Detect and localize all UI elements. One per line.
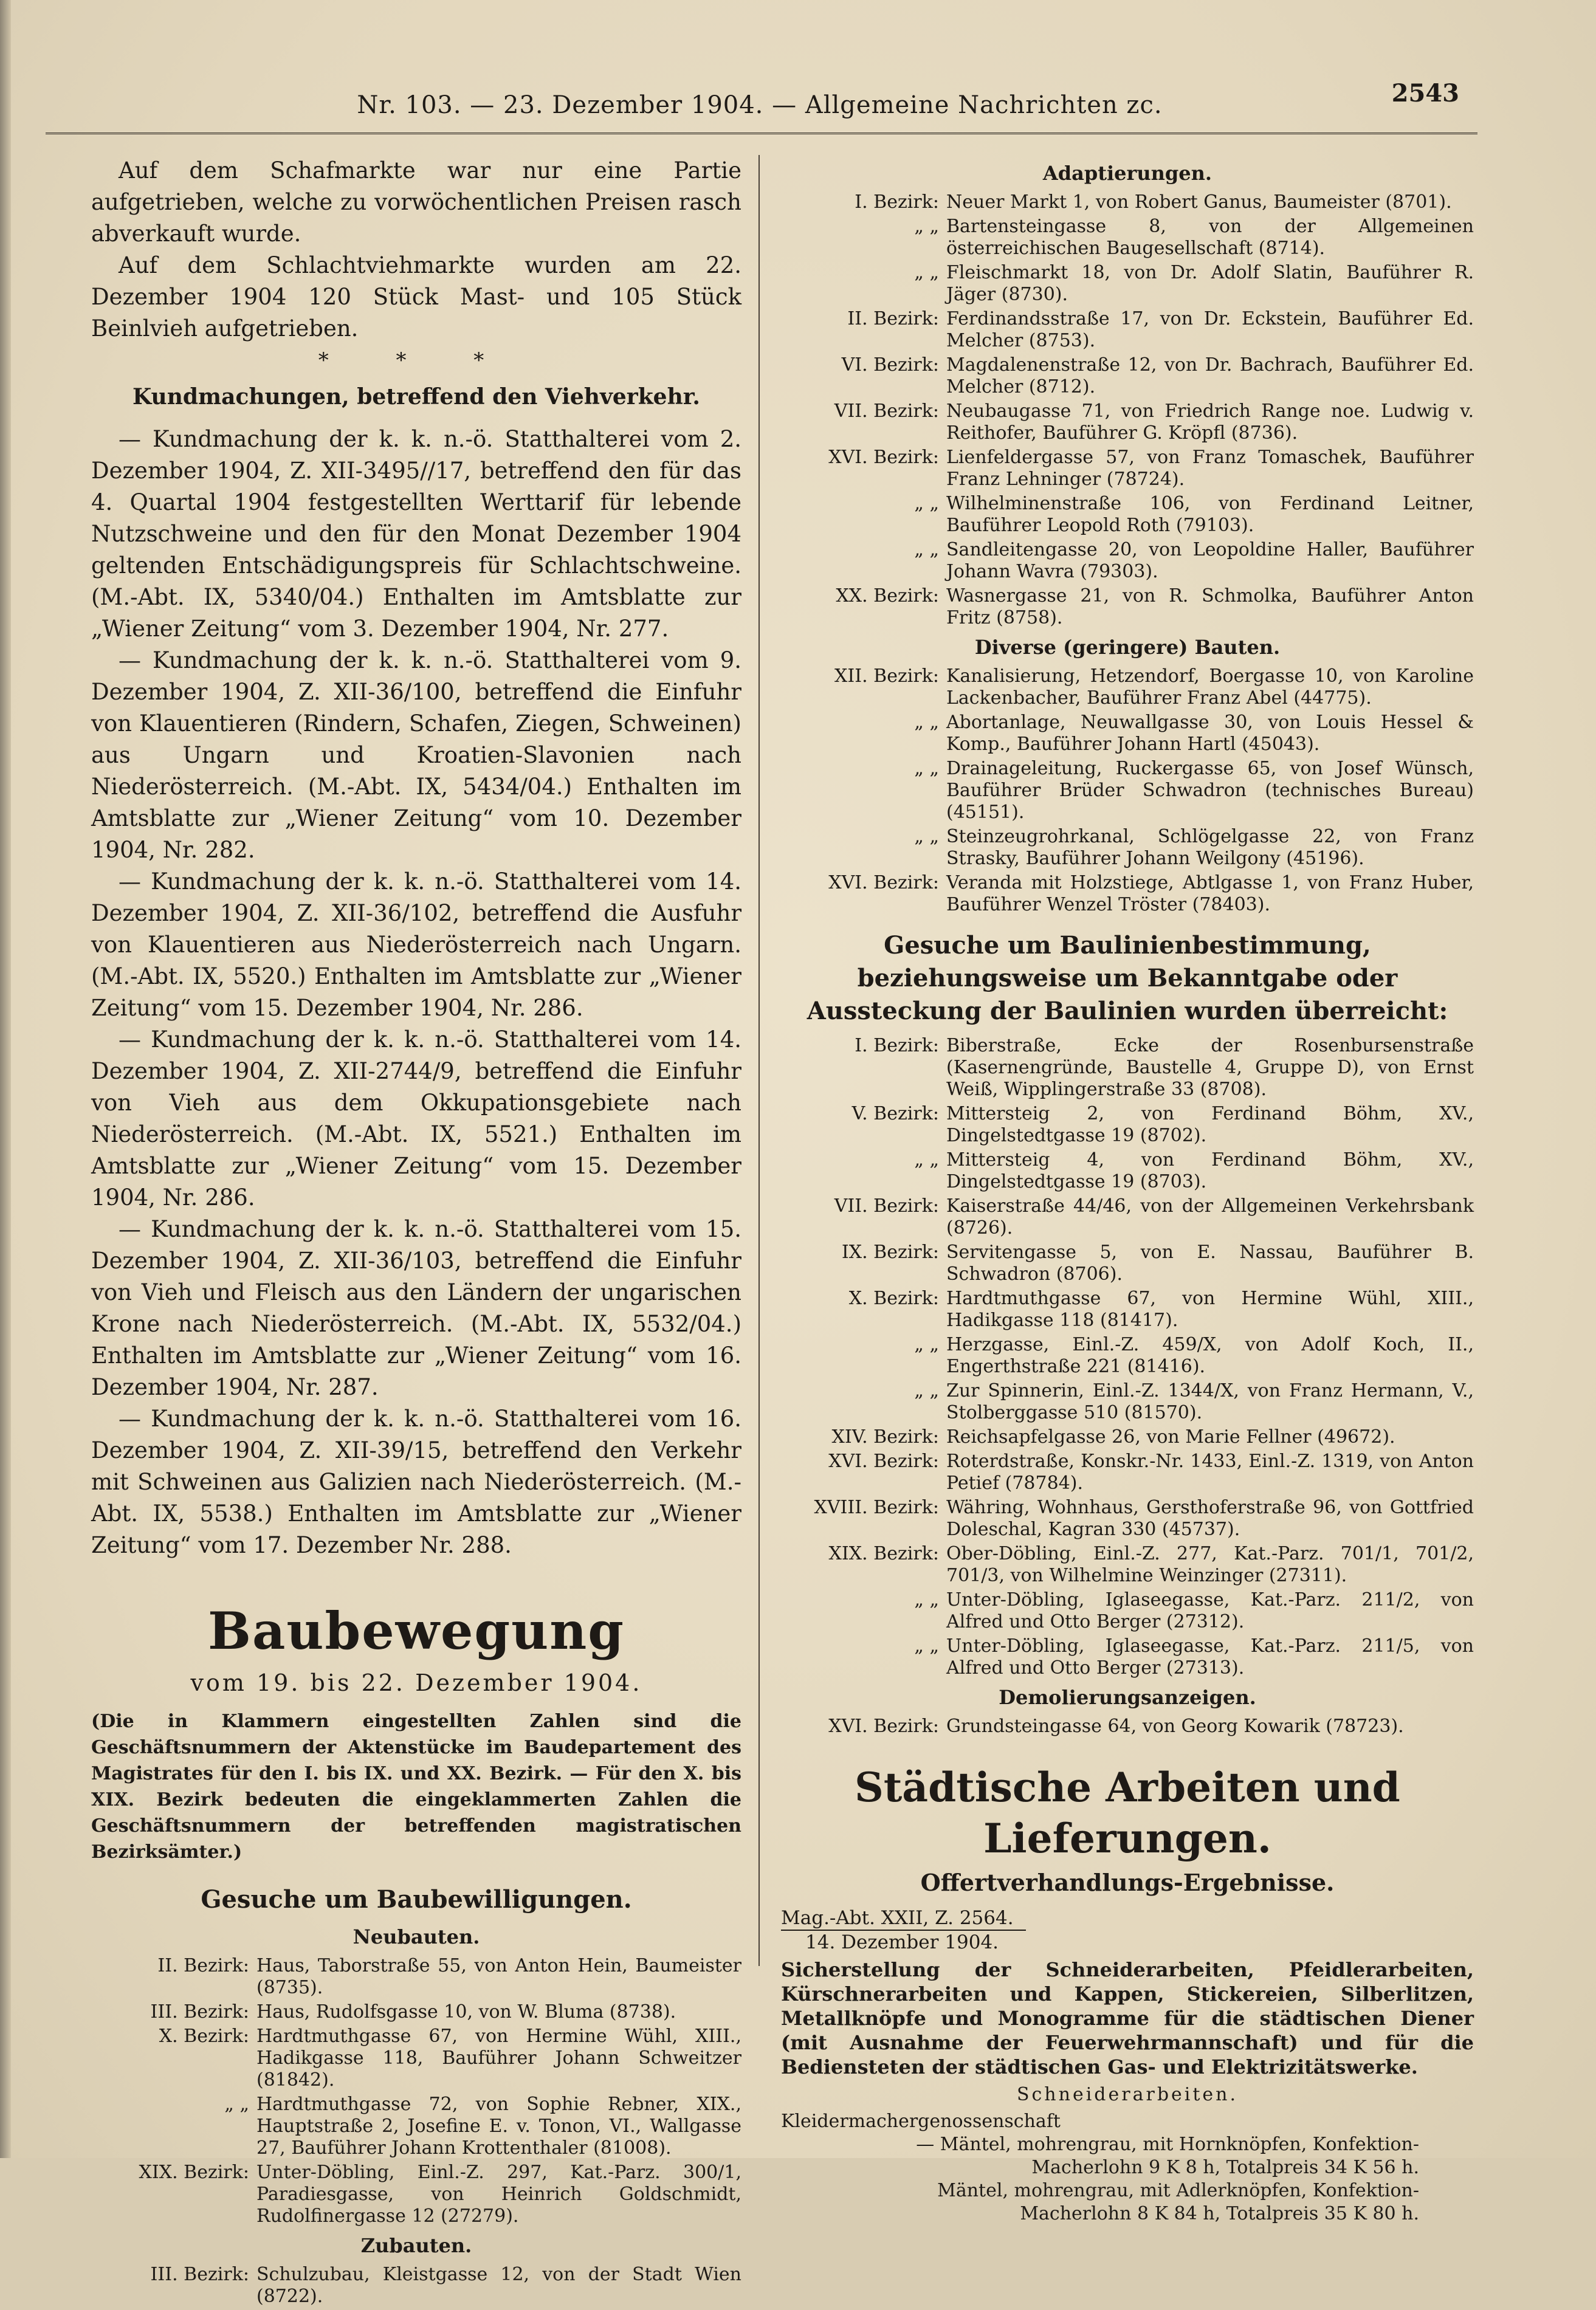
baulinien-list — [781, 1035, 1474, 1679]
list-item — [781, 1103, 1474, 1147]
zubauten-list — [91, 2264, 741, 2308]
district-label: „ „ — [914, 1334, 939, 1355]
list-item — [781, 1242, 1474, 1285]
announcement: — Kundmachung der k. k. n.-ö. Statthalterei vom 16. Dezember 1904, Z. XII-39/15, betreffend den Verkehr mit Schweinen aus Galizien nach Niederösterreich. (M.-Abt. IX, 5538.) Enthalten im Amtsblatte zur „Wiener Zeitung“ vom 17. Dezember Nr. 288. — [91, 1406, 741, 1558]
adaptierungen-heading: Adaptierungen. — [1042, 162, 1212, 185]
paragraph: Auf dem Schlachtviehmarkte wurden am 22. Dezember 1904 120 Stück Mast- und 105 Stück Beinlvieh aufgetrieben. — [91, 252, 741, 342]
district-label: VI. Bezirk: — [841, 354, 939, 376]
district-label: XIX. Bezirk: — [828, 1543, 939, 1564]
list-item — [781, 712, 1474, 755]
entry-text: Biberstraße, Ecke der Rosenbursenstraße (Kasernengründe, Baustelle 4, Gruppe D), von Ernst Weiß, Wipplingerstraße 33 (8708). — [946, 1035, 1474, 1100]
entry-text: Mittersteig 2, von Ferdinand Böhm, XV., Dingelstedtgasse 19 (8702). — [946, 1103, 1474, 1146]
entry-text: Ferdinandsstraße 17, von Dr. Eckstein, Bauführer Ed. Melcher (8753). — [946, 308, 1474, 351]
district-label: „ „ — [914, 1589, 939, 1610]
entry-text: Neubaugasse 71, von Friedrich Range noe. Ludwig v. Reithofer, Bauführer G. Kröpfl (8736). — [946, 400, 1474, 444]
neubauten-list — [91, 1955, 741, 2227]
schneider-heading: Schneiderarbeiten. — [1016, 2084, 1239, 2105]
district-label: „ „ — [914, 826, 939, 847]
entry-text: Reichsapfelgasse 26, von Marie Fellner (49672). — [946, 1426, 1395, 1448]
district-label: „ „ — [914, 1380, 939, 1401]
entry-text: Neuer Markt 1, von Robert Ganus, Baumeister (8701). — [946, 191, 1452, 213]
baulinien-heading: Gesuche um Baulinienbestimmung, beziehungsweise um Bekanntgabe oder Aussteckung der Baulinien wurden überreicht: — [807, 931, 1448, 1025]
district-label: XII. Bezirk: — [834, 665, 939, 687]
entry-text: Mittersteig 4, von Ferdinand Böhm, XV., Dingelstedtgasse 19 (8703). — [946, 1149, 1474, 1192]
announcement: — Kundmachung der k. k. n.-ö. Statthalterei vom 14. Dezember 1904, Z. XII-36/102, betreffend die Ausfuhr von Klauentieren aus Niederösterreich nach Ungarn. (M.-Abt. IX, 5520.) Enthalten im Amtsblatte zur „Wiener Zeitung“ vom 15. Dezember 1904, Nr. 286. — [91, 868, 741, 1021]
list-item — [91, 2001, 741, 2023]
list-item — [781, 493, 1474, 537]
list-item — [91, 2026, 741, 2091]
district-label: XVI. Bezirk: — [828, 447, 939, 468]
district-label: VII. Bezirk: — [834, 1195, 939, 1217]
district-label: XVIII. Bezirk: — [814, 1497, 939, 1518]
list-item — [781, 1035, 1474, 1101]
district-label: I. Bezirk: — [855, 1035, 939, 1056]
district-label: IX. Bezirk: — [841, 1242, 939, 1263]
list-item — [91, 2162, 741, 2227]
entry-text: Kaiserstraße 44/46, von der Allgemeinen Verkehrsbank (8726). — [946, 1195, 1474, 1239]
list-item — [781, 447, 1474, 490]
list-item — [781, 1589, 1474, 1633]
price-line: Mäntel, mohrengrau, mit Adlerknöpfen, Konfektion- — [937, 2180, 1419, 2201]
entry-text: Kanalisierung, Hetzendorf, Boergasse 10, von Karoline Lackenbacher, Bauführer Franz Abel (44775). — [946, 665, 1474, 709]
contract-description: Sicherstellung der Schneiderarbeiten, Pfeidlerarbeiten, Kürschnerarbeiten und Kappen, Stickereien, Silberlitzen, Metallknöpfe und Monogramme für die städtischen Diener (mit Ausnahme der Feuerwehrmannschaft) und für die Bediensteten der städtischen Gas- und Elektrizitätswerke. — [781, 1958, 1474, 2078]
entry-text: Zur Spinnerin, Einl.-Z. 1344/X, von Franz Hermann, V., Stolberggasse 510 (81570). — [946, 1380, 1474, 1423]
district-label: XIV. Bezirk: — [831, 1426, 939, 1448]
list-item — [781, 826, 1474, 870]
entry-text: Steinzeugrohrkanal, Schlögelgasse 22, von Franz Strasky, Bauführer Johann Weilgony (45196). — [946, 826, 1474, 869]
district-label: XVI. Bezirk: — [828, 872, 939, 893]
district-label: I. Bezirk: — [855, 191, 939, 213]
list-item — [781, 262, 1474, 306]
separator-stars: * * * — [318, 348, 515, 373]
list-item — [91, 1955, 741, 1999]
district-label: „ „ — [914, 758, 939, 779]
announcement: — Kundmachung der k. k. n.-ö. Statthalterei vom 9. Dezember 1904, Z. XII-36/100, betreffend die Einfuhr von Klauentieren (Rindern, Schafen, Ziegen, Schweinen) aus Ungarn und Kroatien-Slavonien nach Niederösterreich. (M.-Abt. IX, 5434/04.) Enthalten im Amtsblatte zur „Wiener Zeitung“ vom 10. Dezember 1904, Nr. 282. — [91, 647, 741, 863]
mag-ref: Mag.-Abt. XXII, Z. 2564. — [781, 1906, 1026, 1931]
left-column — [91, 155, 741, 2310]
list-item — [781, 1451, 1474, 1494]
list-item — [781, 872, 1474, 916]
running-header: Nr. 103. — 23. Dezember 1904. — Allgemeine Nachrichten zc. — [357, 91, 1163, 119]
entry-text: Veranda mit Holzstiege, Abtlgasse 1, von Franz Huber, Bauführer Wenzel Tröster (78403). — [946, 872, 1474, 915]
explanatory-note: (Die in Klammern eingestellten Zahlen sind die Geschäftsnummern der Aktenstücke im Baudepartement des Magistrates für den I. bis IX. und XX. Bezirk. — Für den X. bis XIX. Bezirk bedeuten die eingeklammerten Zahlen die Geschäftsnummern der betreffenden magistratischen Bezirksämter.) — [91, 1711, 741, 1863]
right-column — [781, 155, 1474, 2226]
adaptierungen-list — [781, 191, 1474, 629]
announcement: — Kundmachung der k. k. n.-ö. Statthalterei vom 15. Dezember 1904, Z. XII-36/103, betreffend die Einfuhr von Vieh und Fleisch aus den Ländern der ungarischen Krone nach Niederösterreich. (M.-Abt. IX, 5532/04.) Enthalten im Amtsblatte zur „Wiener Zeitung“ vom 16. Dezember 1904, Nr. 287. — [91, 1216, 741, 1400]
offert-heading: Offertverhandlungs-Ergebnisse. — [920, 1869, 1335, 1896]
announcement: — Kundmachung der k. k. n.-ö. Statthalterei vom 14. Dezember 1904, Z. XII-2744/9, betreffend die Einfuhr von Vieh aus dem Okkupationsgebiete nach Niederösterreich. (M.-Abt. IX, 5521.) Enthalten im Amtsblatte zur „Wiener Zeitung“ vom 15. Dezember 1904, Nr. 286. — [91, 1026, 741, 1211]
entry-text: Unter-Döbling, Einl.-Z. 297, Kat.-Parz. 300/1, Paradiesgasse, von Heinrich Goldschmidt, Rudolfinergasse 12 (27279). — [256, 2162, 741, 2227]
list-item — [781, 665, 1474, 709]
entry-text: Drainageleitung, Ruckergasse 65, von Josef Wünsch, Bauführer Brüder Schwadron (technisches Bureau) (45151). — [946, 758, 1474, 823]
district-label: „ „ — [914, 493, 939, 514]
entry-text: Bartensteingasse 8, von der Allgemeinen österreichischen Baugesellschaft (8714). — [946, 216, 1474, 259]
price-line: Macherlohn 8 K 84 h, Totalpreis 35 K 80 h. — [1020, 2203, 1419, 2224]
district-label: III. Bezirk: — [150, 2264, 249, 2285]
list-item — [781, 1334, 1474, 1378]
bidder-name: Kleidermachergenossenschaft — [781, 2111, 1061, 2132]
list-item — [781, 354, 1474, 398]
entry-text: Grundsteingasse 64, von Georg Kowarik (78723). — [946, 1716, 1404, 1737]
district-label: X. Bezirk: — [848, 1288, 939, 1309]
entry-text: Haus, Rudolfsgasse 10, von W. Bluma (8738). — [256, 2001, 676, 2023]
district-label: „ „ — [914, 1635, 939, 1657]
district-label: XIX. Bezirk: — [139, 2162, 249, 2183]
district-label: II. Bezirk: — [847, 308, 939, 329]
entry-text: Unter-Döbling, Iglaseegasse, Kat.-Parz. 211/2, von Alfred und Otto Berger (27312). — [946, 1589, 1474, 1632]
diverse-heading: Diverse (geringere) Bauten. — [974, 636, 1281, 659]
district-label: „ „ — [914, 262, 939, 283]
entry-text: Servitengasse 5, von E. Nassau, Bauführer B. Schwadron (8706). — [946, 1242, 1474, 1285]
zubauten-heading: Zubauten. — [360, 2234, 472, 2257]
entry-text: Abortanlage, Neuwallgasse 30, von Louis Hessel & Komp., Bauführer Johann Hartl (45043). — [946, 712, 1474, 755]
list-item — [781, 1716, 1474, 1738]
list-item — [781, 1195, 1474, 1239]
header-rule — [46, 132, 1477, 134]
district-label: X. Bezirk: — [159, 2026, 249, 2047]
entry-text: Wilhelminenstraße 106, von Ferdinand Leitner, Bauführer Leopold Roth (79103). — [946, 493, 1474, 536]
announcement: — Kundmachung der k. k. n.-ö. Statthalterei vom 2. Dezember 1904, Z. XII-3495//17, betreffend den für das 4. Quartal 1904 festgestellten Werttarif für lebende Nutzschweine und den für den Monat Dezember 1904 geltenden Entschädigungspreis für Schlachtschweine. (M.-Abt. IX, 5340/04.) Enthalten im Amtsblatte zur „Wiener Zeitung“ vom 3. Dezember 1904, Nr. 277. — [91, 426, 741, 642]
list-item — [781, 1288, 1474, 1332]
district-label: V. Bezirk: — [851, 1103, 939, 1124]
list-item — [781, 539, 1474, 583]
section-heading: Kundmachungen, betreffend den Viehverkehr. — [132, 384, 700, 410]
entry-text: Magdalenenstraße 12, von Dr. Bachrach, Bauführer Ed. Melcher (8712). — [946, 354, 1474, 397]
list-item — [781, 191, 1474, 213]
baubewegung-date: vom 19. bis 22. Dezember 1904. — [190, 1669, 642, 1696]
district-label: XX. Bezirk: — [836, 585, 939, 607]
district-label: „ „ — [914, 712, 939, 733]
baubewegung-title: Baubewegung — [207, 1601, 625, 1661]
demolierung-list — [781, 1716, 1474, 1738]
diverse-list — [781, 665, 1474, 916]
list-item — [781, 1497, 1474, 1541]
mag-reference — [781, 1906, 1474, 1931]
entry-text: Wasnergasse 21, von R. Schmolka, Bauführer Anton Fritz (8758). — [946, 585, 1474, 628]
column-divider — [758, 155, 760, 1966]
page-number: 2543 — [1391, 79, 1459, 108]
list-item — [91, 2264, 741, 2308]
entry-text: Hardtmuthgasse 72, von Sophie Rebner, XIX., Hauptstraße 2, Josefine E. v. Tonon, VI., Wallgasse 27, Bauführer Johann Krottenthaler (81008). — [256, 2094, 741, 2159]
entry-text: Ober-Döbling, Einl.-Z. 277, Kat.-Parz. 701/1, 701/2, 701/3, von Wilhelmine Weinzinger (27311). — [946, 1543, 1474, 1586]
list-item — [781, 585, 1474, 629]
list-item — [781, 758, 1474, 823]
district-label: II. Bezirk: — [157, 1955, 249, 1976]
list-item — [781, 1149, 1474, 1193]
demolierung-heading: Demolierungsanzeigen. — [999, 1686, 1256, 1709]
entry-text: Schulzubau, Kleistgasse 12, von der Stadt Wien (8722). — [256, 2264, 741, 2307]
district-label: „ „ — [914, 1149, 939, 1170]
list-item — [781, 308, 1474, 352]
list-item — [781, 1543, 1474, 1587]
staedtische-title: Städtische Arbeiten und Lieferungen. — [855, 1764, 1400, 1862]
list-item — [781, 1426, 1474, 1448]
entry-text: Fleischmarkt 18, von Dr. Adolf Slatin, Bauführer R. Jäger (8730). — [946, 262, 1474, 305]
neubauten-heading: Neubauten. — [353, 1925, 480, 1948]
entry-text: Unter-Döbling, Iglaseegasse, Kat.-Parz. 211/5, von Alfred und Otto Berger (27313). — [946, 1635, 1474, 1679]
district-label: XVI. Bezirk: — [828, 1716, 939, 1737]
district-label: „ „ — [914, 216, 939, 237]
entry-text: Sandleitengasse 20, von Leopoldine Haller, Bauführer Johann Wavra (79303). — [946, 539, 1474, 582]
district-label: „ „ — [914, 539, 939, 560]
entry-text: Hardtmuthgasse 67, von Hermine Wühl, XIII., Hadikgasse 118, Bauführer Johann Schweitzer (81842). — [256, 2026, 741, 2091]
price-line: Macherlohn 9 K 8 h, Totalpreis 34 K 56 h. — [1031, 2157, 1419, 2178]
entry-text: Haus, Taborstraße 55, von Anton Hein, Baumeister (8735). — [256, 1955, 741, 1998]
list-item — [91, 2094, 741, 2159]
entry-text: Hardtmuthgasse 67, von Hermine Wühl, XIII., Hadikgasse 118 (81417). — [946, 1288, 1474, 1331]
entry-text: Währing, Wohnhaus, Gersthoferstraße 96, von Gottfried Doleschal, Kagran 330 (45737). — [946, 1497, 1474, 1540]
entry-text: Roterdstraße, Konskr.-Nr. 1433, Einl.-Z. 1319, von Anton Petief (78784). — [946, 1451, 1474, 1494]
district-label: XVI. Bezirk: — [828, 1451, 939, 1472]
entry-text: Herzgasse, Einl.-Z. 459/X, von Adolf Koch, II., Engerthstraße 221 (81416). — [946, 1334, 1474, 1377]
list-item — [781, 1635, 1474, 1679]
mag-date: 14. Dezember 1904. — [805, 1931, 999, 1953]
district-label: VII. Bezirk: — [834, 400, 939, 422]
paragraph: Auf dem Schafmarkte war nur eine Partie aufgetrieben, welche zu vorwöchentlichen Preisen rasch abverkauft wurde. — [91, 157, 741, 247]
gesuche-heading: Gesuche um Baubewilligungen. — [201, 1885, 632, 1914]
district-label: III. Bezirk: — [150, 2001, 249, 2023]
district-label: „ „ — [224, 2094, 249, 2115]
price-line: — Mäntel, mohrengrau, mit Hornknöpfen, Konfektion- — [916, 2134, 1419, 2155]
list-item — [781, 1380, 1474, 1424]
list-item — [781, 400, 1474, 444]
list-item — [781, 216, 1474, 260]
entry-text: Lienfeldergasse 57, von Franz Tomaschek, Bauführer Franz Lehninger (78724). — [946, 447, 1474, 490]
